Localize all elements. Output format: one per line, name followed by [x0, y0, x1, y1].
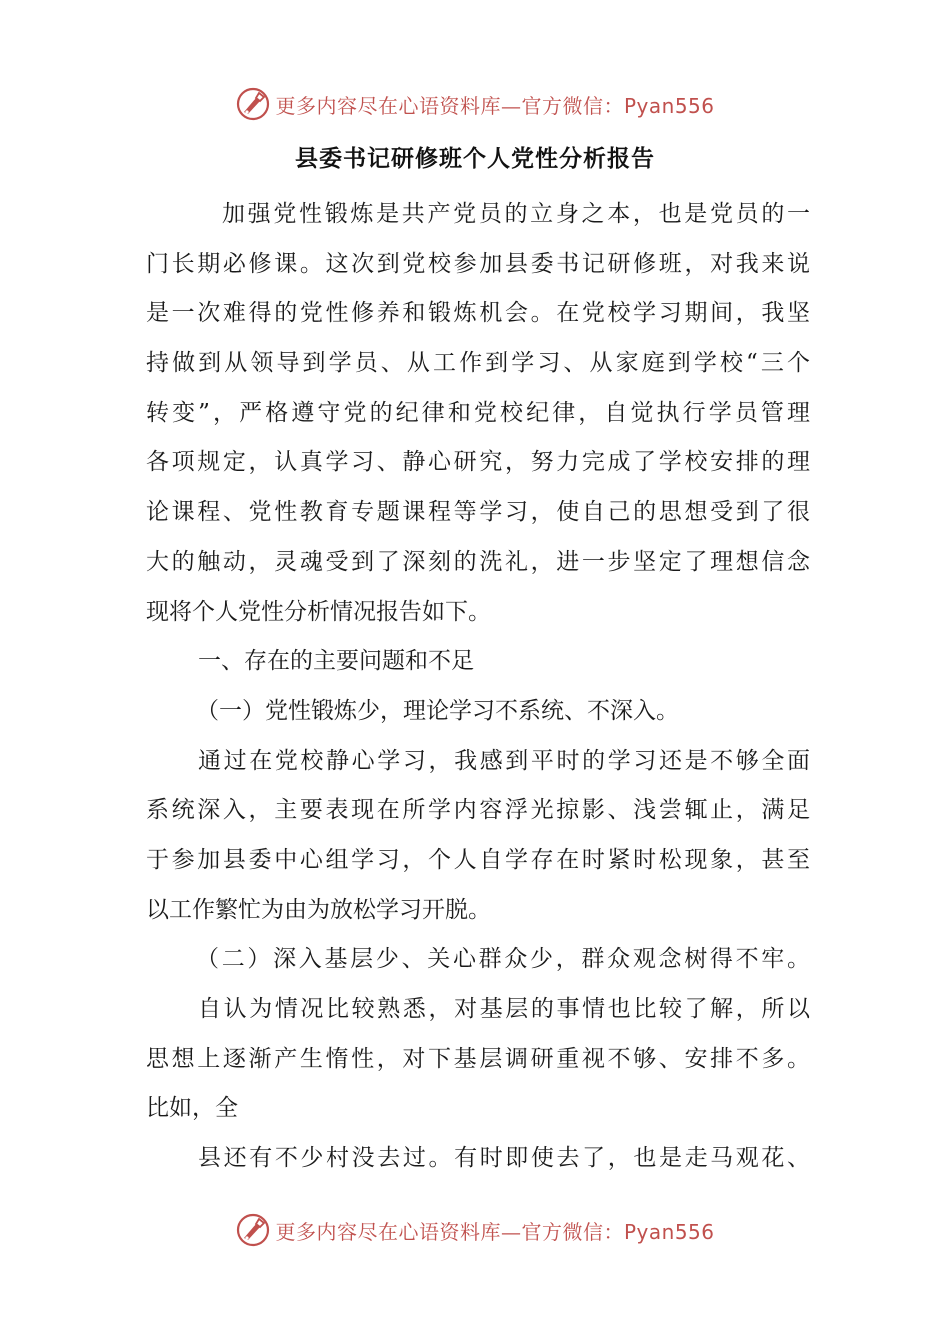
text-line: 各项规定，认真学习、静心研究，努力完成了学校安排的理: [146, 449, 810, 476]
pen-nib-logo-icon: [235, 86, 271, 122]
watermark-text: [275, 90, 714, 119]
subsection-heading: （二）深入基层少、关心群众少，群众观念树得不牢。: [196, 946, 810, 973]
watermark-dash: —: [500, 93, 522, 118]
text-line: 思想上逐渐产生惰性，对下基层调研重视不够、安排不多。: [146, 1045, 810, 1072]
watermark-wechat-id: Pyan556: [623, 93, 715, 118]
document-title: 县委书记研修班个人党性分析报告: [295, 145, 655, 172]
watermark-dash: —: [500, 1219, 522, 1244]
text-line: 自认为情况比较熟悉，对基层的事情也比较了解，所以: [198, 996, 810, 1022]
watermark-wechat-label: 官方微信：: [521, 1219, 624, 1244]
text-line: 以工作繁忙为由为放松学习开脱。: [146, 896, 491, 923]
watermark-text: [275, 1216, 714, 1245]
text-line: 论课程、党性教育专题课程等学习，使自己的思想受到了很: [146, 499, 810, 526]
watermark-wechat-label: 官方微信：: [521, 93, 624, 118]
subsection-heading: （一）党性锻炼少，理论学习不系统、不深入。: [196, 697, 679, 724]
text-line: 于参加县委中心组学习，个人自学存在时紧时松现象，甚至: [146, 846, 810, 873]
document-body: [146, 190, 810, 1184]
text-line: 通过在党校静心学习，我感到平时的学习还是不够全面: [198, 747, 810, 774]
watermark-site: 更多内容尽在心语资料库: [275, 93, 501, 118]
text-line: 持做到从领导到学员、从工作到学习、从家庭到学校“三个: [146, 350, 810, 377]
text-line: 加强党性锻炼是共产党员的立身之本，也是党员的一: [222, 201, 810, 227]
text-line: 是一次难得的党性修养和锻炼机会。在党校学习期间，我坚: [146, 300, 810, 327]
text-line: 门长期必修课。这次到党校参加县委书记研修班，对我来说: [146, 250, 810, 277]
watermark-banner-bottom: [0, 1210, 950, 1250]
text-line: 比如，全: [146, 1095, 238, 1122]
text-line: 现将个人党性分析情况报告如下。: [146, 598, 491, 625]
watermark-wechat-id: Pyan556: [623, 1219, 715, 1244]
watermark-site: 更多内容尽在心语资料库: [275, 1219, 501, 1244]
text-line: 系统深入，主要表现在所学内容浮光掠影、浅尝辄止，满足: [146, 797, 810, 824]
pen-nib-logo-icon: [235, 1212, 271, 1248]
text-line: 县还有不少村没去过。有时即使去了，也是走马观花、: [198, 1145, 810, 1172]
text-line: 大的触动，灵魂受到了深刻的洗礼，进一步坚定了理想信念: [146, 548, 810, 575]
watermark-banner-top: [0, 84, 950, 124]
section-heading: 一、存在的主要问题和不足: [198, 648, 474, 675]
text-line: 转变”，严格遵守党的纪律和党校纪律，自觉执行学员管理: [146, 399, 810, 426]
